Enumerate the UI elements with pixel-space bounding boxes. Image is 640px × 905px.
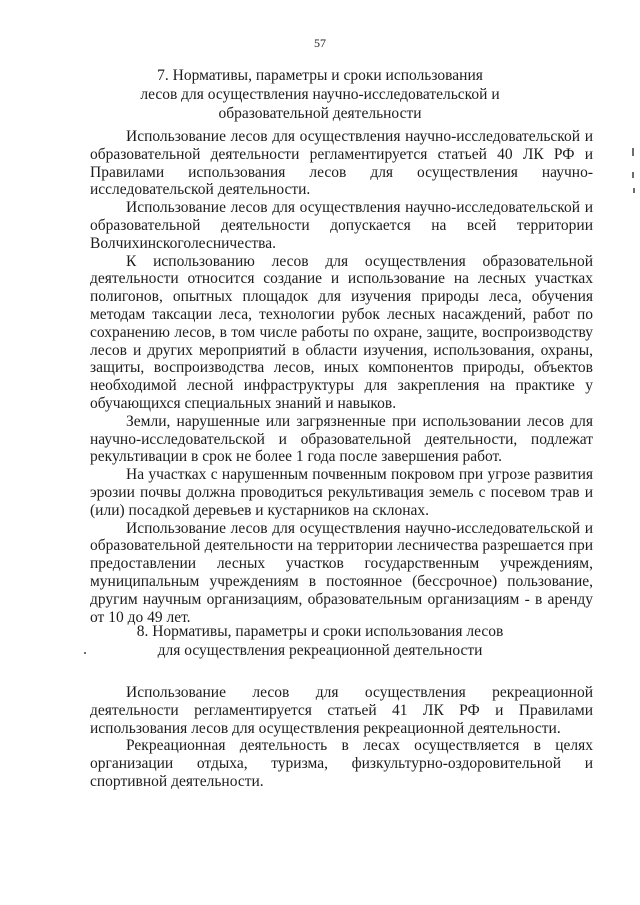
page-number: 57	[314, 36, 326, 50]
section-8-heading	[0, 622, 640, 660]
section-7-paragraph: К использованию лесов для осуществления образовательной деятельности относится создание и использование на лесных участках полигонов, опытных площадок для изучения природы леса, обучения методам таксации леса, технологии рубок лесных насаждений, работ по сохранению лесов, в том числе работы по охране, защите, воспроизводству лесов и других мероприятий в области изучения, использования, охраны, защиты, воспроизводства лесов, иных компонентов природы, объектов необходимой лесной инфраструктуры для закрепления на практике у обучающихся специальных знаний и навыков.	[90, 252, 593, 412]
section-7-paragraph: Земли, нарушенные или загрязненные при использовании лесов для научно-исследовательской и образовательной деятельности, подлежат рекультивации в срок не более 1 года после завершения работ.	[90, 412, 593, 466]
section-8-heading-line: 8. Нормативы, параметры и сроки использования лесов	[136, 623, 504, 640]
section-7-body	[90, 128, 593, 626]
section-7-heading-line: 7. Нормативы, параметры и сроки использования	[157, 67, 483, 84]
section-8-paragraph: Использование лесов для осуществления рекреационной деятельности регламентируется статьей 41 ЛК РФ и Правилами использования лесов для осуществления рекреационной деятельности.	[90, 684, 593, 737]
section-7-heading	[0, 66, 640, 123]
section-8-heading-line: для осуществления рекреационной деятельности	[157, 642, 483, 659]
section-7-heading-line: лесов для осуществления научно-исследовательской и	[140, 86, 500, 103]
section-7-paragraph: Использование лесов для осуществления научно-исследовательской и образовательной деятельности регламентируется статьей 40 ЛК РФ и Правилами использования лесов для осуществления научно-исследовательской деятельности.	[90, 128, 593, 199]
scan-mark	[632, 148, 634, 156]
section-8-body	[90, 684, 593, 791]
section-7-paragraph: Использование лесов для осуществления научно-исследовательской и образовательной деятельности на территории лесничества разрешается при предоставлении лесных участков государственным учреждениям, муниципальным учреждениям в постоянное (бессрочное) пользование, другим научным организациям, образовательным организациям - в аренду от 10 до 49 лет.	[90, 519, 593, 626]
section-7-paragraph: Использование лесов для осуществления научно-исследовательской и образовательной деятельности допускается на всей территории Волчихинскоголесничества.	[90, 199, 593, 252]
section-8-paragraph: Рекреационная деятельность в лесах осуществляется в целях организации отдыха, туризма, физкультурно-оздоровительной и спортивной деятельности.	[90, 737, 593, 790]
scan-mark	[633, 188, 635, 193]
scan-mark	[84, 652, 86, 654]
section-7-heading-line: образовательной деятельности	[218, 105, 422, 122]
section-7-paragraph: На участках с нарушенным почвенным покровом при угрозе развития эрозии почвы должна проводиться рекультивация земель с посевом трав и (или) посадкой деревьев и кустарников на склонах.	[90, 466, 593, 519]
scan-mark	[632, 172, 634, 178]
